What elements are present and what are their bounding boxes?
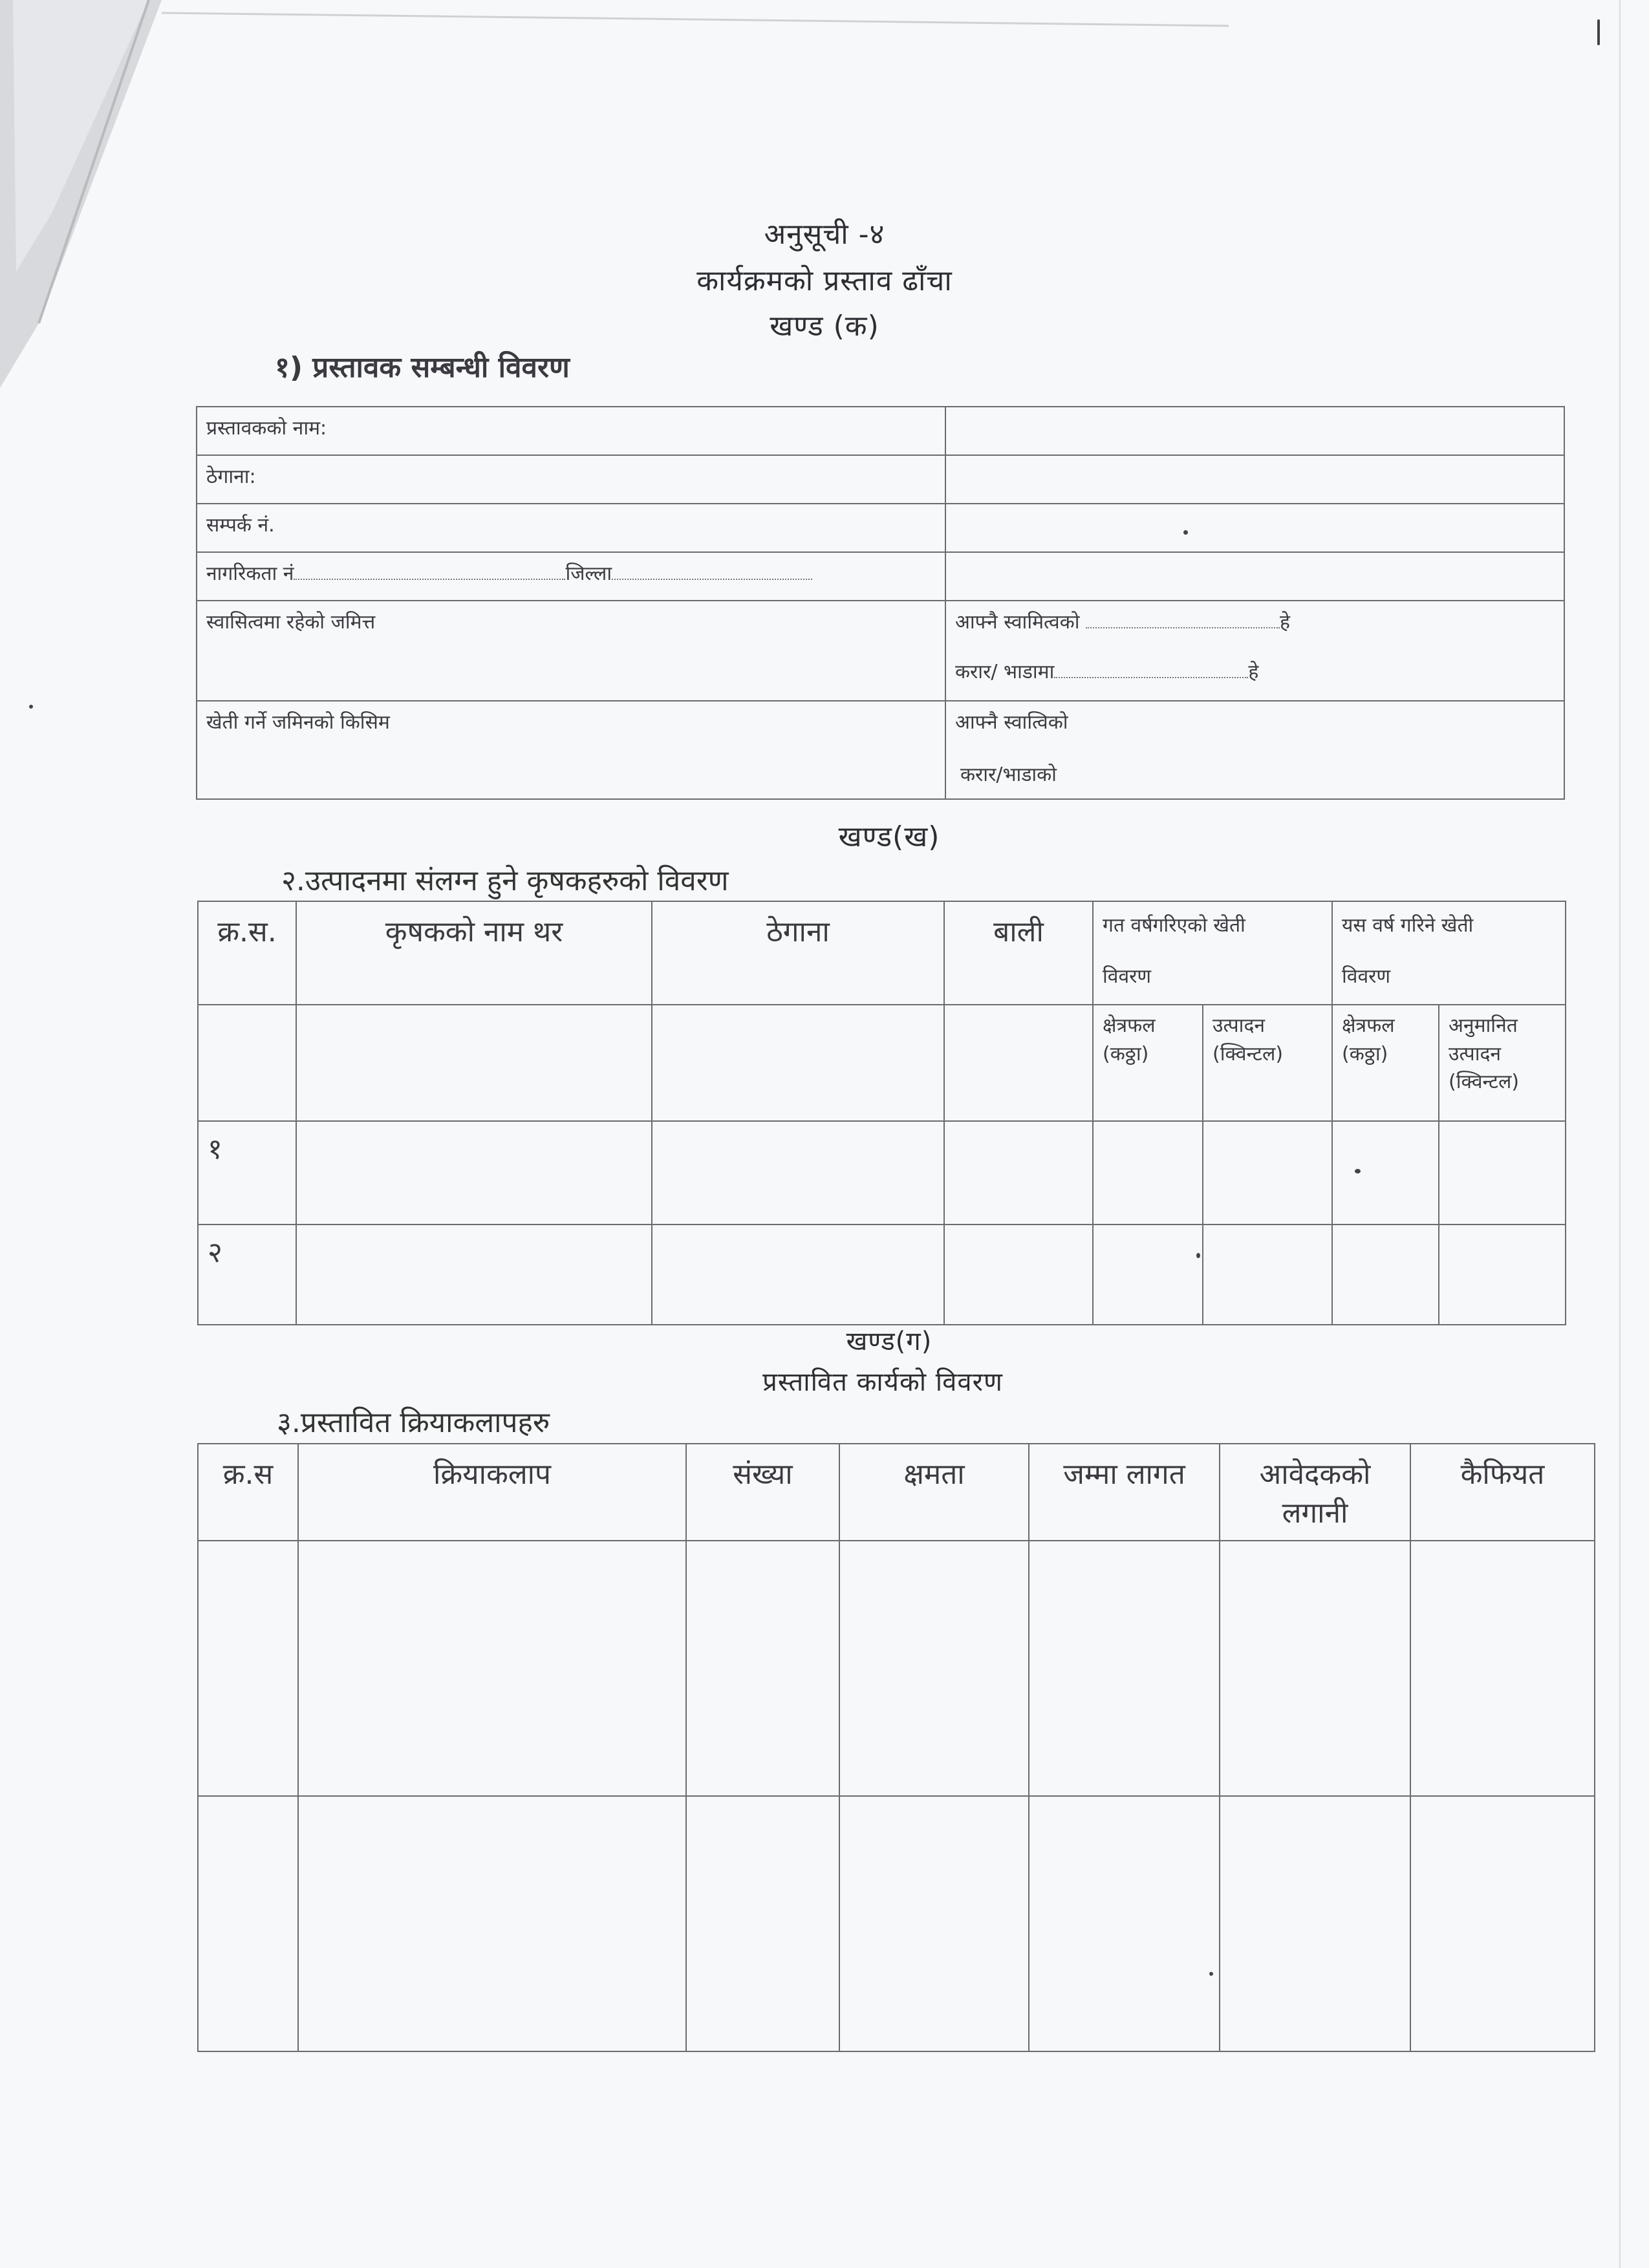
cell[interactable]: [298, 1796, 686, 2051]
section3-title: प्रस्तावित कार्यको विवरण: [762, 1367, 1003, 1397]
farm-land-type-label: खेती गर्ने जमिनको किसिम: [197, 701, 945, 799]
district-label: जिल्ला: [565, 562, 612, 585]
scan-speck: [1183, 530, 1188, 535]
last-production-label: उत्पादन: [1212, 1014, 1266, 1037]
this-area-unit: (कठ्ठा): [1342, 1042, 1388, 1065]
last-area-label: क्षेत्रफल: [1103, 1014, 1156, 1037]
section3-heading: ३.प्रस्तावित क्रियाकलापहरु: [277, 1406, 550, 1439]
name-label: प्रस्तावकको नाम:: [197, 407, 945, 455]
col-crop: बाली: [944, 901, 1093, 1005]
last-year-label: गत वर्षगरिएको खेती: [1103, 914, 1245, 937]
col-applicant-investment: [1220, 1444, 1410, 1541]
scan-speck: [1597, 19, 1600, 45]
activities-table: [197, 1443, 1595, 2052]
address-field[interactable]: [945, 455, 1564, 504]
unit-he: हे: [1280, 611, 1290, 634]
part-kha-heading: खण्ड(ख): [838, 820, 940, 853]
cell[interactable]: [652, 1225, 944, 1325]
cell[interactable]: [1332, 1225, 1439, 1325]
last-production-header: [1203, 1005, 1332, 1121]
scan-speck: [29, 705, 33, 709]
cell[interactable]: [839, 1541, 1029, 1796]
scan-speck: [1196, 1253, 1200, 1258]
cell[interactable]: [1203, 1225, 1332, 1325]
estimated-label: अनुमानित: [1449, 1014, 1518, 1037]
cell[interactable]: [652, 1121, 944, 1225]
col-last-year: [1093, 901, 1332, 1005]
this-production-header: [1439, 1005, 1566, 1121]
contract-rent2-label: करार/भाडाको: [960, 764, 1057, 786]
part-ka-heading: खण्ड (क): [770, 310, 879, 343]
own-ownership-blank[interactable]: [1086, 627, 1280, 628]
cell[interactable]: [1332, 1121, 1439, 1225]
last-area-unit: (कठ्ठा): [1103, 1042, 1149, 1065]
contact-field[interactable]: [945, 504, 1564, 552]
table-row: [198, 1225, 1566, 1325]
farmers-table: [197, 901, 1566, 1325]
citizenship-extra[interactable]: [945, 552, 1564, 601]
table-row: [198, 1541, 1595, 1796]
cell[interactable]: [1220, 1541, 1410, 1796]
cell[interactable]: [1029, 1541, 1220, 1796]
cell[interactable]: [839, 1796, 1029, 2051]
cell[interactable]: [296, 1225, 652, 1325]
col-farmer-name: कृषकको नाम थर: [296, 901, 652, 1005]
cell[interactable]: [944, 1225, 1093, 1325]
address-label: ठेगाना:: [197, 455, 945, 504]
cell[interactable]: [1410, 1541, 1595, 1796]
estimated-production-unit: (क्विन्टल): [1449, 1071, 1520, 1093]
contract-rent-blank[interactable]: [1054, 677, 1248, 678]
last-year-details: विवरण: [1103, 965, 1152, 988]
this-area-header: [1332, 1005, 1439, 1121]
cell[interactable]: [1029, 1796, 1220, 2051]
table-row: [198, 1796, 1595, 2051]
name-field[interactable]: [945, 407, 1564, 455]
cell[interactable]: [1203, 1121, 1332, 1225]
section1-heading: १) प्रस्तावक सम्बन्धी विवरण: [275, 351, 570, 384]
cell[interactable]: [198, 1796, 298, 2051]
owned-land-details: [945, 601, 1564, 701]
part-ga-heading: खण्ड(ग): [846, 1327, 932, 1356]
form-title: कार्यक्रमको प्रस्ताव ढाँचा: [696, 264, 953, 297]
cell[interactable]: [296, 1121, 652, 1225]
col-sn: क्र.स: [198, 1444, 298, 1541]
subhead-blank-sn: [198, 1005, 296, 1121]
applicant-investment-line2: लगानी: [1282, 1497, 1348, 1530]
cell[interactable]: [1439, 1225, 1566, 1325]
scan-speck: [1355, 1169, 1361, 1173]
col-quantity: संख्या: [686, 1444, 839, 1541]
col-remarks: कैफियत: [1410, 1444, 1595, 1541]
cell[interactable]: [686, 1541, 839, 1796]
cell[interactable]: [1093, 1121, 1203, 1225]
schedule-number: अनुसूची -४: [764, 218, 885, 251]
col-total-cost: जम्मा लागत: [1029, 1444, 1220, 1541]
col-activity: क्रियाकलाप: [298, 1444, 686, 1541]
col-sn: क्र.स.: [198, 901, 296, 1005]
district-blank[interactable]: [612, 579, 812, 580]
section2-heading: २.उत्पादनमा संलग्न हुने कृषकहरुको विवरण: [281, 864, 729, 897]
col-address: ठेगाना: [652, 901, 944, 1005]
this-year-label: यस वर्ष गरिने खेती: [1342, 914, 1474, 937]
owned-land-label: स्वासित्वमा रहेको जमित्त: [197, 601, 945, 701]
this-year-details: विवरण: [1342, 965, 1391, 988]
cell[interactable]: [198, 1541, 298, 1796]
contract-rent-label: करार/ भाडामा: [955, 661, 1055, 683]
row-number: २: [198, 1225, 296, 1325]
row-number: १: [198, 1121, 296, 1225]
applicant-investment-line1: आवेदकको: [1259, 1458, 1371, 1491]
subhead-blank-name: [296, 1005, 652, 1121]
unit-he-2: हे: [1248, 661, 1259, 683]
own-ownership-label: आफ्नै स्वामित्वको: [955, 611, 1080, 634]
cell[interactable]: [1220, 1796, 1410, 2051]
scan-speck: [1209, 1972, 1213, 1976]
cell[interactable]: [1093, 1225, 1203, 1325]
last-area-header: [1093, 1005, 1203, 1121]
last-production-unit: (क्विन्टल): [1212, 1042, 1284, 1065]
citizenship-blank[interactable]: [294, 579, 565, 580]
citizenship-label: नागरिकता नं: [206, 562, 294, 585]
contact-label: सम्पर्क नं.: [197, 504, 945, 552]
citizenship-row: [197, 552, 945, 601]
col-this-year: [1332, 901, 1566, 1005]
cell[interactable]: [298, 1541, 686, 1796]
cell[interactable]: [1410, 1796, 1595, 2051]
farm-land-type-options: [945, 701, 1564, 799]
proposer-details-table: [196, 406, 1565, 800]
cell[interactable]: [944, 1121, 1093, 1225]
cell[interactable]: [686, 1796, 839, 2051]
own-ownership2-label: आफ्नै स्वात्विको: [955, 711, 1068, 734]
subhead-blank-crop: [944, 1005, 1093, 1121]
estimated-production-label: उत्पादन: [1449, 1042, 1502, 1065]
this-area-label: क्षेत्रफल: [1342, 1014, 1395, 1037]
table-row: [198, 1121, 1566, 1225]
cell[interactable]: [1439, 1121, 1566, 1225]
col-capacity: क्षमता: [839, 1444, 1029, 1541]
subhead-blank-address: [652, 1005, 944, 1121]
